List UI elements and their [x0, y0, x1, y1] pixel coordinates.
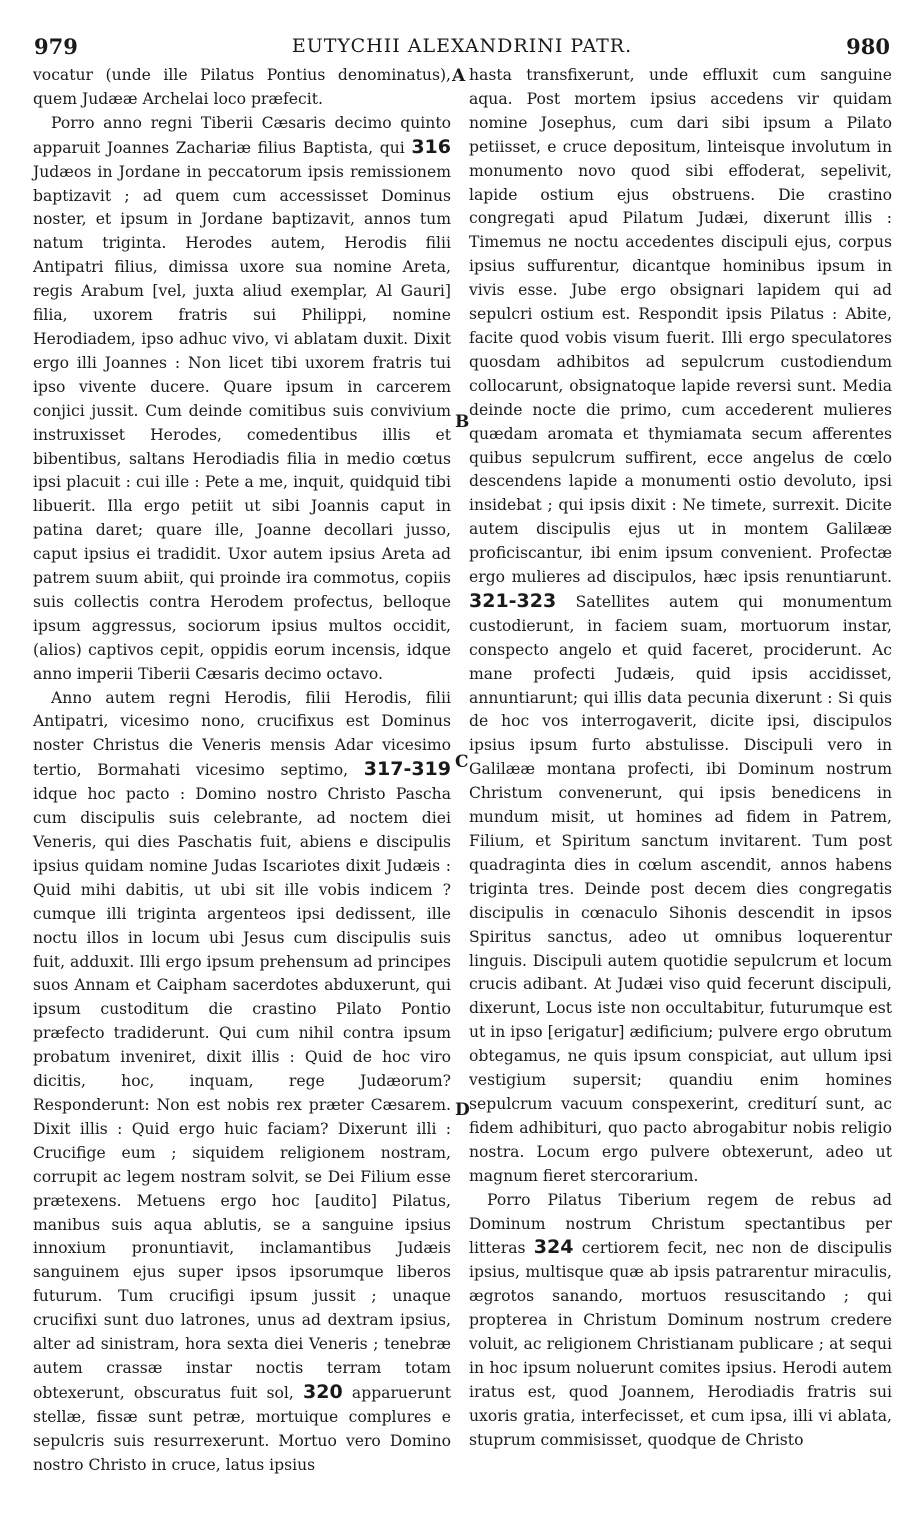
paragraph-text: vocatur (unde ille Pilatus Pontius denominatus), quem Judææ Archelai loco præfecit.: [33, 66, 451, 108]
margin-letter-d: D: [455, 1100, 470, 1120]
margin-letter-b: B: [455, 412, 470, 432]
paragraph-text: hasta transfixerunt, unde effluxit cum sanguine aqua. Post mortem ipsius accedens vir quidam nomine Josephus, cum dari sibi ipsum a Pilato petiisset, e cruce depositum, linteisque involutum in monumento novo quod sibi effoderat, sepelivit, lapide ostium ejus obstruens. Die crastino congregati apud Pilatum Judæi, dixerunt illis : Timemus ne noctu accedentes discipuli ejus, corpus ipsius suffurentur, dicantque hominibus ipsum in vivis esse. Jube ergo obsignari lapidem qui ad sepulcri ostium est. Respondit ipsis Pilatus : Abite, facite quod vobis visum fuerit. Illi ergo speculatores quosdam adhibitos ad sepulcrum custodiendum collocarunt, obsignatoque lapide reversi sunt. Media deinde nocte die primo, cum accederent mulieres quædam aromata et thymiamata secum afferentes quibus sepulcrum suffirent, ecce angelus de cœlo descendens lapide a monumenti ostio devoluto, ipsi insidebat ; qui ipsis dixit : Ne timete, surrexit. Dicite autem discipulis ejus ut in montem Galilææ proficiscantur, ibi enim ipsum convenient. Profectæ ergo mulieres ad discipulos, hæc ipsis renuntiarunt.: [469, 66, 892, 587]
running-head: [34, 34, 890, 60]
paragraph-text: Porro anno regni Tiberii Cæsaris decimo quinto apparuit Joannes Zachariæ filius Baptista, qui: [33, 113, 451, 157]
paragraph: [33, 112, 451, 687]
paragraph: [33, 687, 451, 1478]
paragraph-text: apparuerunt stellæ, fissæ sunt petræ, mortuique complures e sepulcris suis resurrexerunt. Mortuo vero Domino nostro Christo in cruce, latus ipsius: [33, 1383, 452, 1474]
section-number: 321-323: [469, 589, 557, 612]
paragraph-text: idque hoc pacto : Domino nostro Christo Pascha cum discipulis suis celebrante, ad noctem diei Veneris, qui dies Paschatis fuit, abiens e discipulis ipsius quidam nomine Judas Iscariotes dixit Judæis : Quid mihi dabitis, ut ubi sit ille vobis indicem ? cumque illi triginta argenteos ipsi dedissent, ille noctu illos in locum ubi Jesus cum discipulis suis fuit, adduxit. Illi ergo ipsum prehensum ad principes suos Annam et Caipham sacerdotes abduxerunt, qui ipsum custoditum die crastino Pilato Pontio præfecto tradiderunt. Qui cum nihil contra ipsum probatum inveniret, dixit illis : Quid de hoc viro dicitis, hoc, inquam, rege Judæorum? Responderunt: Non est nobis rex præter Cæsarem. Dixit illis : Quid ergo huic faciam? Dixerunt illi : Crucifige eum ; siquidem religionem nostram, corrupit ac legem nostram solvit, se Dei Filium esse prætexens. Metuens ergo hoc [audito] Pilatus, manibus suis aqua ablutis, se a sanguine ipsius innoxium pronuntiavit, inclamantibus Judæis sanguinem ejus super ipsos ipsorumque liberos futurum. Tum crucifigi ipsum jussit ; unaque crucifixi sunt duo latrones, unus ad dextram ipsius, alter ad sinistram, hora sexta diei Veneris ; tenebræ autem crassæ instar noctis terram totam obtexerunt, obscuratus fuit sol,: [33, 785, 451, 1402]
paragraph-text: certiorem fecit, nec non de discipulis ipsius, multisque quæ ab ipsis patrarentur miraculis, ægrotos sanando, mortuos resuscitando ; qui propterea in Christum Dominum nostrum credere voluit, ac religionem Christianam publicare ; at sequi in hoc ipsum noluerunt comites ipsius. Herodi autem iratus est, quod Joannem, Herodiadis fratris sui uxoris gratia, interfecisset, et cum ipsa, illi vi ablata, stuprum commisisset, quodque de Christo: [469, 1239, 892, 1449]
page-number-left: 979: [34, 34, 78, 59]
section-number: 324: [533, 1236, 574, 1259]
section-number: 320: [303, 1380, 343, 1403]
right-column: [469, 64, 892, 1453]
paragraph: [33, 64, 451, 112]
paragraph: [469, 64, 892, 1189]
left-column: [33, 64, 451, 1477]
running-title: EUTYCHII ALEXANDRINI PATR.: [291, 35, 633, 57]
section-number: 316: [411, 135, 451, 158]
page-number-right: 980: [846, 34, 890, 59]
section-number: 317-319: [363, 758, 451, 781]
paragraph-text: Anno autem regni Herodis, filii Herodis, filii Antipatri, vicesimo nono, crucifixus est Dominus noster Christus die Veneris mensis Adar vicesimo tertio, Bormahati vicesimo septimo,: [33, 688, 451, 780]
margin-letter-c: C: [455, 752, 469, 772]
paragraph-text: Judæos in Jordane in peccatorum ipsis remissionem baptizavit ; ad quem cum accessisset Dominus noster, et ipsum in Jordane baptizavit, annos tum natum triginta. Herodes autem, Herodis filii Antipatri filius, dimissa uxore sua nomine Areta, regis Arabum [vel, juxta aliud exemplar, Al Gauri] filia, uxorem fratris sui Philippi, nomine Herodiadem, ipso adhuc vivo, vi ablatam duxit. Dixit ergo illi Joannes : Non licet tibi uxorem fratris tui ipso vivente ducere. Quare ipsum in carcerem conjici jussit. Cum deinde comitibus suis convivium instruxisset Herodes, comedentibus illis et bibentibus, saltans Herodiadis filia in medio cœtus ipsi placuit : cui ille : Pete a me, inquit, quidquid tibi libuerit. Illa ergo petiit ut sibi Joannis caput in patina daret; quare ille, Joanne decollari jusso, caput ipsius ei tradidit. Uxor autem ipsius Areta ad patrem suum abiit, qui proinde ira commotus, copiis suis collectis contra Herodem profectus, belloque ipsum aggressus, sociorum ipsius multos occidit, (alios) captivos cepit, oppidis eorum incensis, idque anno imperii Tiberii Cæsaris decimo octavo.: [33, 162, 451, 683]
margin-letter-a: A: [452, 66, 466, 86]
paragraph-text: Porro Pilatus Tiberium regem de rebus ad Dominum nostrum Christum spectantibus per litteras: [469, 1190, 892, 1258]
paragraph-text: Satellites autem qui monumentum custodierunt, in faciem suam, mortuorum instar, conspecto angelo et quid faceret, prociderunt. Ac mane profecti Judæis, quid ipsis accidisset, annuntiarunt; qui illis data pecunia dixerunt : Si quis de hoc vos interrogaverit, dicite ipsi, discipulos ipsius ipsum furto abstulisse. Discipuli vero in Galilææ montana profecti, ibi Dominum nostrum Christum convenerunt, qui ipsis benedicens in mundum misit, ut homines ad fidem in Patrem, Filium, et Spiritum sanctum invitarent. Tum post quadraginta dies in cœlum ascendit, annos habens triginta tres. Deinde post decem dies congregatis discipulis in cœnaculo Sihonis descendit in ipsos Spiritus sanctus, adeo ut omnibus loquerentur linguis. Discipuli autem quotidie sepulcrum et locum crucis adibant. At Judæi viso quid fecerunt discipuli, dixerunt, Locus iste non occultabitur, futurumque est ut in ipso [erigatur] ædificium; pulvere ergo obrutum obtegamus, ne quis ipsum conspiciat, aut ullum ipsi vestigium supersit; quandiu enim homines sepulcrum vacuum conspexerint, crediturí sunt, ac fidem adhibituri, quo pacto abrogabitur nobis religio nostra. Locum ergo pulvere obtexerunt, adeo ut magnum fieret stercorarium.: [469, 592, 892, 1185]
paragraph: [469, 1189, 892, 1453]
